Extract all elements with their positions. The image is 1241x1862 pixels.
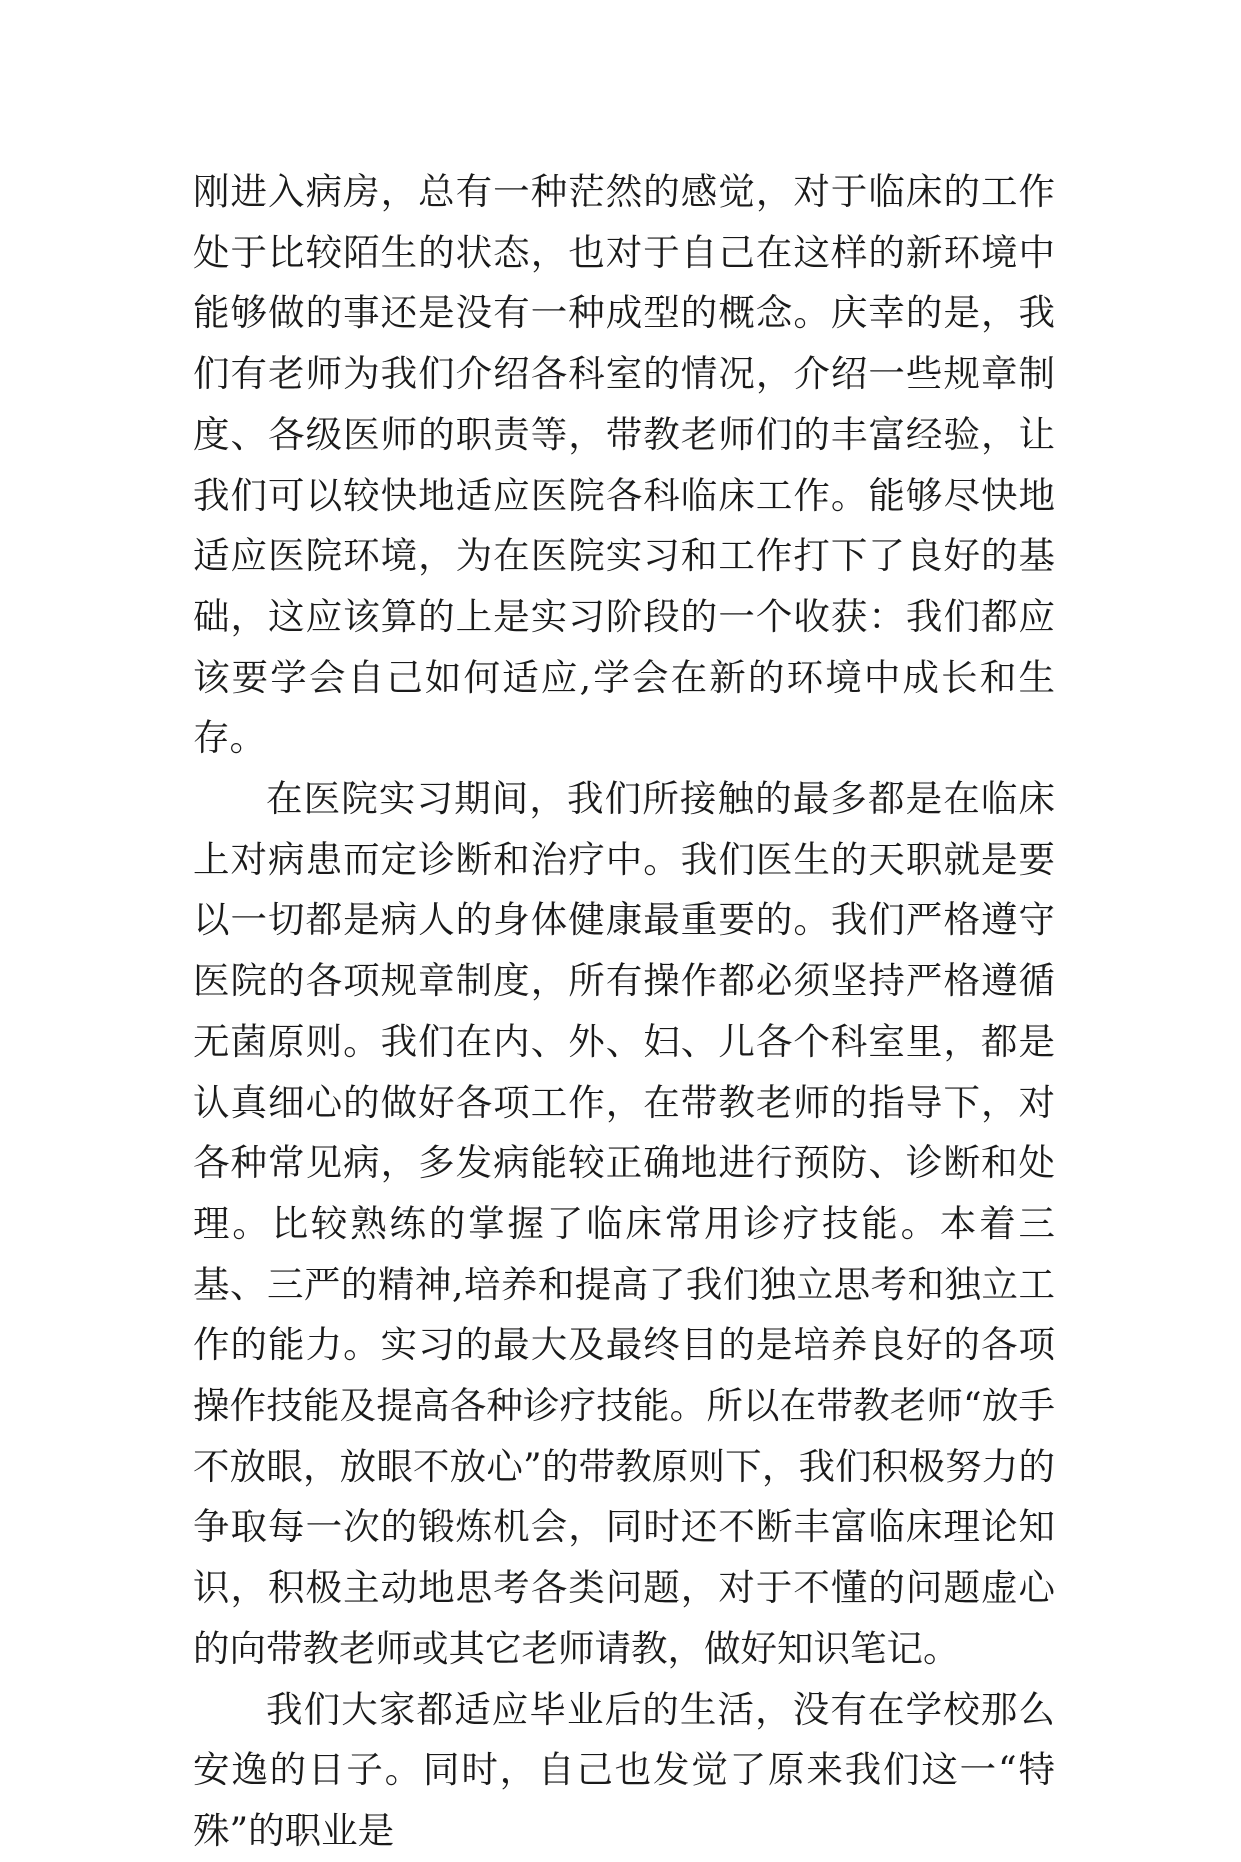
paragraph-3: 我们大家都适应毕业后的生活，没有在学校那么安逸的日子。同时，自己也发觉了原来我们这一“特殊”的职业是 — [193, 1687, 1055, 1852]
paragraph-2: 在医院实习期间，我们所接触的最多都是在临床上对病患而定诊断和治疗中。我们医生的天职就是要以一切都是病人的身体健康最重要的。我们严格遵守医院的各项规章制度，所有操作都必须坚持严格遵循无菌原则。我们在内、外、妇、儿各个科室里，都是认真细心的做好各项工作，在带教老师的指导下，对各种常见病，多发病能较正确地进行预防、诊断和处理。比较熟练的掌握了临床常用诊疗技能。本着三基、三严的精神,培养和提高了我们独立思考和独立工作的能力。实习的最大及最终目的是培养良好的各项操作技能及提高各种诊疗技能。所以在带教老师“放手不放眼，放眼不放心”的带教原则下，我们积极努力的争取每一次的锻炼机会，同时还不断丰富临床理论知识，积极主动地思考各类问题，对于不懂的问题虚心的向带教老师或其它老师请教，做好知识笔记。 — [193, 777, 1055, 1670]
document-body — [193, 162, 1055, 1862]
paragraph-1: 刚进入病房，总有一种茫然的感觉，对于临床的工作处于比较陌生的状态，也对于自己在这样的新环境中能够做的事还是没有一种成型的概念。庆幸的是，我们有老师为我们介绍各科室的情况，介绍一些规章制度、各级医师的职责等，带教老师们的丰富经验，让我们可以较快地适应医院各科临床工作。能够尽快地适应医院环境，为在医院实习和工作打下了良好的基础，这应该算的上是实习阶段的一个收获：我们都应该要学会自己如何适应,学会在新的环境中成长和生存。 — [193, 170, 1055, 760]
